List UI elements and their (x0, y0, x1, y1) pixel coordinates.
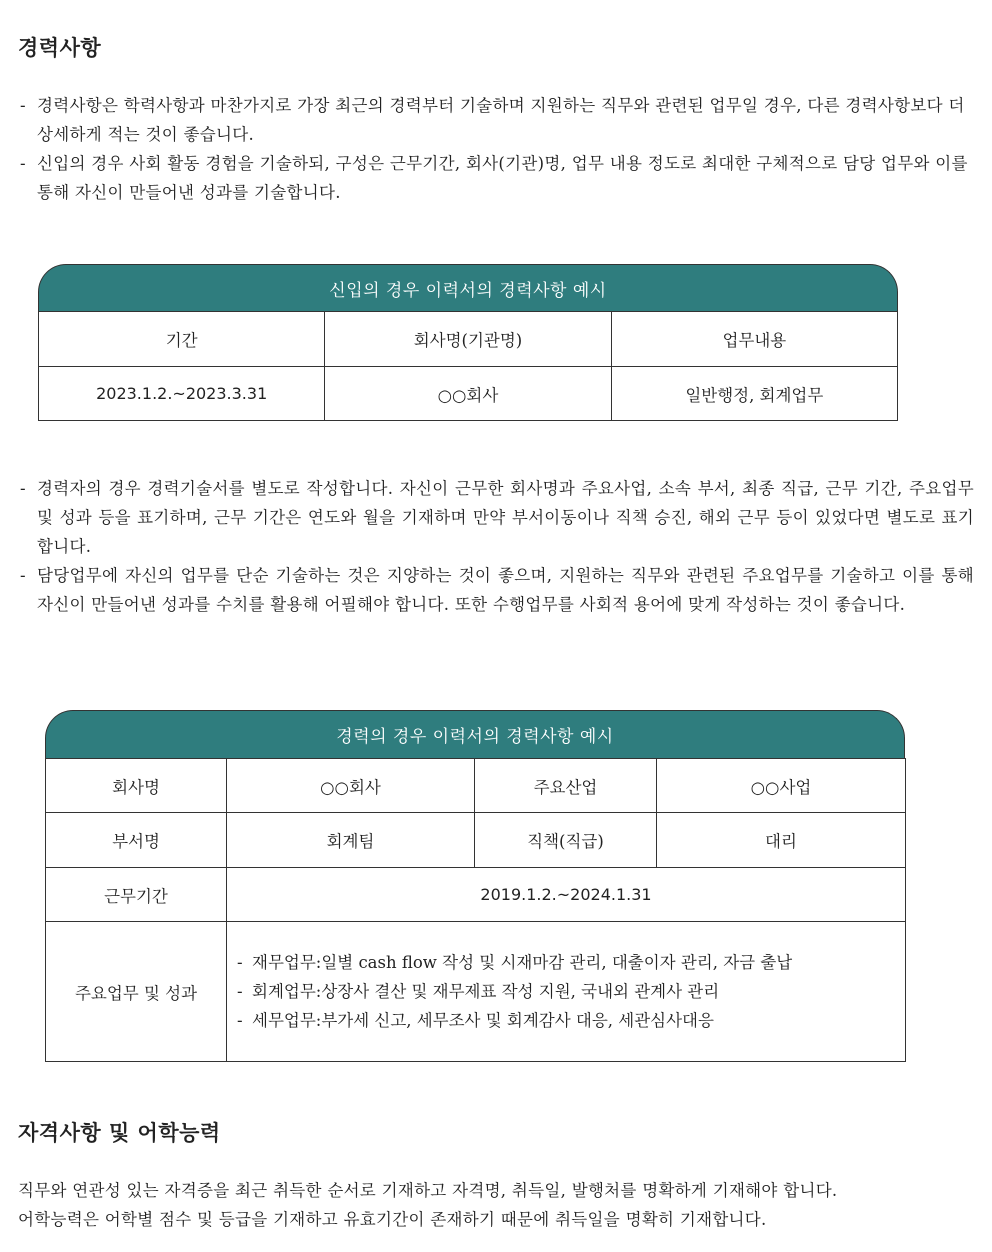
table-row (46, 922, 906, 1062)
label-main-duties: 주요업무 및 성과 (46, 922, 227, 1062)
value-main-duties (227, 922, 906, 1062)
duty-item-tax: - 세무업무:부가세 신고, 세무조사 및 회계감사 대응, 세관심사대응 (235, 1006, 905, 1035)
experienced-table-title: 경력의 경우 이력서의 경력사항 예시 (45, 710, 905, 758)
experienced-bullet-2: - 담당업무에 자신의 업무를 단순 기술하는 것은 지양하는 것이 좋으며, 지원하는 직무와 관련된 주요업무를 기술하고 이를 통해 자신이 만들어낸 성과를 수치를 활용해 어필해야 합니다. 또한 수행업무를 사회적 용어에 맞게 작성하는 것이 좋습니다. (18, 561, 974, 619)
header-period: 기간 (39, 312, 325, 367)
value-company: ○○회사 (227, 759, 475, 813)
newcomer-example-table (38, 264, 898, 421)
cell-period: 2023.1.2.~2023.3.31 (39, 367, 325, 421)
label-company: 회사명 (46, 759, 227, 813)
label-department: 부서명 (46, 813, 227, 868)
section-title-certifications: 자격사항 및 어학능력 (18, 1120, 221, 1145)
newcomer-table-grid (38, 311, 898, 421)
career-bullet-list (18, 91, 974, 207)
label-work-period: 근무기간 (46, 868, 227, 922)
table-row (39, 367, 898, 421)
experienced-bullet-list (18, 474, 974, 619)
duties-list (235, 948, 905, 1035)
experienced-bullet-1: - 경력자의 경우 경력기술서를 별도로 작성합니다. 자신이 근무한 회사명과 주요사업, 소속 부서, 최종 직급, 근무 기간, 주요업무 및 성과 등을 표기하며, 근무 기간은 연도와 월을 기재하며 만약 부서이동이나 직책 승진, 해외 근무 등이 있었다면 별도로 표기합니다. (18, 474, 974, 561)
certification-line-2: 어학능력은 어학별 점수 및 등급을 기재하고 유효기간이 존재하기 때문에 취득일을 명확히 기재합니다. (18, 1210, 767, 1229)
newcomer-table-title: 신입의 경우 이력서의 경력사항 예시 (38, 264, 898, 311)
table-row (46, 813, 906, 868)
experienced-table-grid (45, 758, 906, 1062)
value-work-period: 2019.1.2.~2024.1.31 (227, 868, 906, 922)
certification-line-1: 직무와 연관성 있는 자격증을 최근 취득한 순서로 기재하고 자격명, 취득일, 발행처를 명확하게 기재해야 합니다. (18, 1181, 838, 1200)
certification-paragraph (18, 1176, 974, 1234)
label-industry: 주요산업 (475, 759, 657, 813)
value-department: 회계팀 (227, 813, 475, 868)
value-position: 대리 (657, 813, 906, 868)
section-title-career: 경력사항 (18, 35, 102, 60)
table-row (46, 759, 906, 813)
duty-item-finance: - 재무업무:일별 cash flow 작성 및 시재마감 관리, 대출이자 관리, 자금 출납 (235, 948, 905, 977)
value-industry: ○○사업 (657, 759, 906, 813)
cell-company: ○○회사 (325, 367, 611, 421)
label-position: 직책(직급) (475, 813, 657, 868)
career-bullet-1: - 경력사항은 학력사항과 마찬가지로 가장 최근의 경력부터 기술하며 지원하는 직무와 관련된 업무일 경우, 다른 경력사항보다 더 상세하게 적는 것이 좋습니다. (18, 91, 974, 149)
experienced-example-table (45, 710, 905, 1062)
header-company: 회사명(기관명) (325, 312, 611, 367)
duty-item-accounting: - 회계업무:상장사 결산 및 재무제표 작성 지원, 국내외 관계사 관리 (235, 977, 905, 1006)
career-bullet-2: - 신입의 경우 사회 활동 경험을 기술하되, 구성은 근무기간, 회사(기관)명, 업무 내용 정도로 최대한 구체적으로 담당 업무와 이를 통해 자신이 만들어낸 성과를 기술합니다. (18, 149, 974, 207)
header-duties: 업무내용 (611, 312, 897, 367)
table-row (46, 868, 906, 922)
cell-duties: 일반행정, 회계업무 (611, 367, 897, 421)
table-header-row (39, 312, 898, 367)
